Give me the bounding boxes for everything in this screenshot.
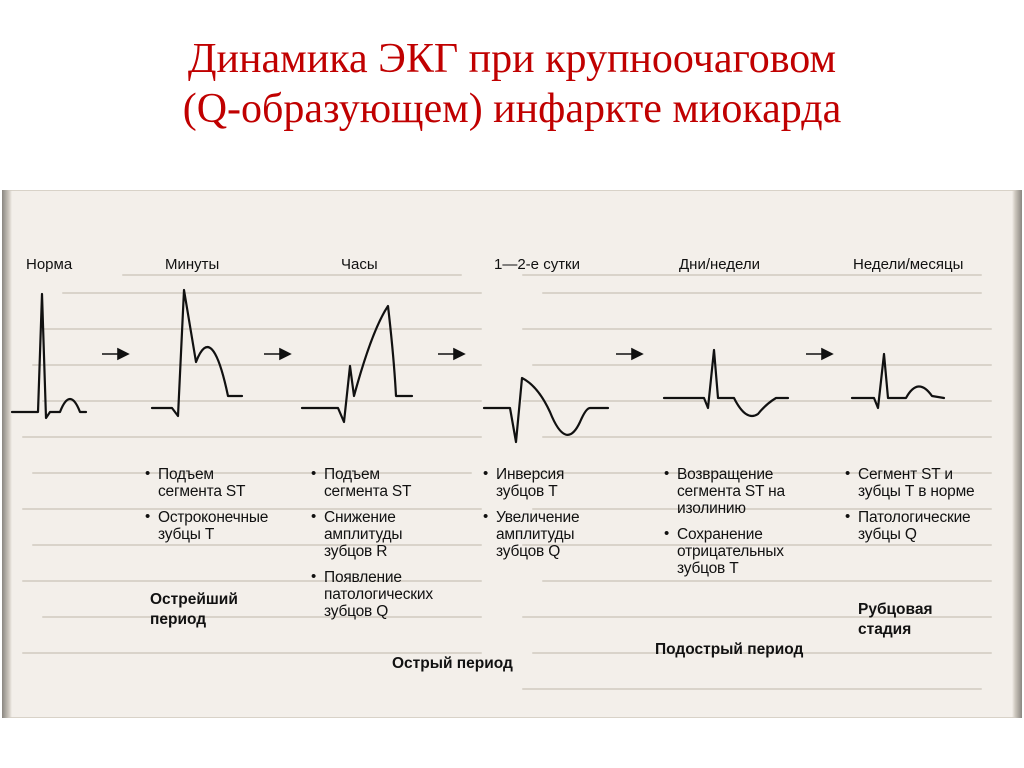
- period-subacute: Подострый период: [655, 641, 804, 658]
- bullet-line: сегмента ST на: [677, 483, 785, 500]
- bullet-line: зубцы Т: [158, 526, 215, 543]
- bullet-item: [146, 466, 268, 500]
- bullet-line: • Сегмент ST и: [858, 466, 953, 483]
- ecg-hours-trace: [302, 306, 412, 422]
- bullets-hours: [312, 466, 433, 629]
- ecg-day1-2-trace: [484, 378, 608, 442]
- stage-label-hours: Часы: [341, 256, 378, 273]
- bullets-days-weeks: [665, 466, 785, 586]
- title-line-2: (Q-образующем) инфаркте миокарда: [182, 86, 842, 132]
- arrow-1: [102, 349, 128, 359]
- stage-label-minutes: Минуты: [165, 256, 220, 273]
- bullet-item: [146, 509, 268, 543]
- bullet-line: изолинию: [677, 500, 746, 517]
- bullet-item: [665, 466, 785, 517]
- bullet-line: • Возвращение: [677, 466, 774, 483]
- bullet-item: [484, 509, 579, 560]
- bullet-item: [484, 466, 579, 500]
- arrow-4: [616, 349, 642, 359]
- bullet-line: зубцов Т: [677, 560, 739, 577]
- bullet-line: патологических: [324, 586, 433, 603]
- period-acutest-line-2: период: [150, 611, 207, 628]
- bullet-line: отрицательных: [677, 543, 784, 560]
- bullet-line: сегмента ST: [324, 483, 412, 500]
- bullet-item: [846, 466, 974, 500]
- bullet-line: сегмента ST: [158, 483, 246, 500]
- bullet-line: зубцы Т в норме: [858, 483, 975, 500]
- title-line-1: Динамика ЭКГ при крупноочаговом: [187, 36, 837, 82]
- bullet-line: зубцов Q: [324, 603, 389, 620]
- arrow-2: [264, 349, 290, 359]
- bullets-minutes: [146, 466, 268, 552]
- bullet-line: зубцов Q: [496, 543, 561, 560]
- bullet-line: • Появление: [324, 569, 402, 586]
- bullets-weeks-months: [846, 466, 974, 552]
- ecg-days-weeks-trace: [664, 350, 788, 416]
- bullet-line: зубцы Q: [858, 526, 917, 543]
- ecg-weeks-months-trace: [852, 354, 944, 408]
- bullet-line: зубцов Т: [496, 483, 558, 500]
- bullet-item: [846, 509, 974, 543]
- bullet-line: амплитуды: [496, 526, 575, 543]
- arrow-3: [438, 349, 464, 359]
- bullet-line: • Остроконечные: [158, 509, 269, 526]
- bullet-line: • Подъем: [158, 466, 214, 483]
- bullet-item: [312, 569, 433, 620]
- bullet-line: • Снижение: [324, 509, 396, 526]
- bullet-line: амплитуды: [324, 526, 403, 543]
- stage-label-day1-2: 1—2-е сутки: [494, 256, 581, 273]
- bullet-item: [312, 509, 433, 560]
- stage-label-weeks-months: Недели/месяцы: [853, 256, 964, 273]
- period-acute: Острый период: [392, 655, 513, 672]
- slide-title: [0, 34, 1024, 134]
- period-scar-line-1: Рубцовая: [858, 601, 933, 618]
- ecg-normal-trace: [12, 294, 86, 418]
- bullet-line: • Подъем: [324, 466, 380, 483]
- period-acutest-line-1: Острейший: [150, 591, 238, 608]
- period-scar-line-2: стадия: [858, 621, 912, 638]
- bullets-day1-2: [484, 466, 579, 569]
- bullet-line: • Инверсия: [496, 466, 565, 483]
- period-scar: [858, 600, 933, 640]
- arrow-5: [806, 349, 832, 359]
- stage-label-days-weeks: Дни/недели: [679, 256, 761, 273]
- bullet-line: • Увеличение: [496, 509, 580, 526]
- stage-label-normal: Норма: [26, 256, 73, 273]
- bullet-line: • Сохранение: [677, 526, 763, 543]
- bullet-line: • Патологические: [858, 509, 971, 526]
- bullet-item: [312, 466, 433, 500]
- bullet-item: [665, 526, 785, 577]
- period-acutest: [150, 590, 238, 630]
- ecg-dynamics-panel: [2, 190, 1022, 718]
- ecg-minutes-trace: [152, 290, 242, 416]
- bullet-line: зубцов R: [324, 543, 388, 560]
